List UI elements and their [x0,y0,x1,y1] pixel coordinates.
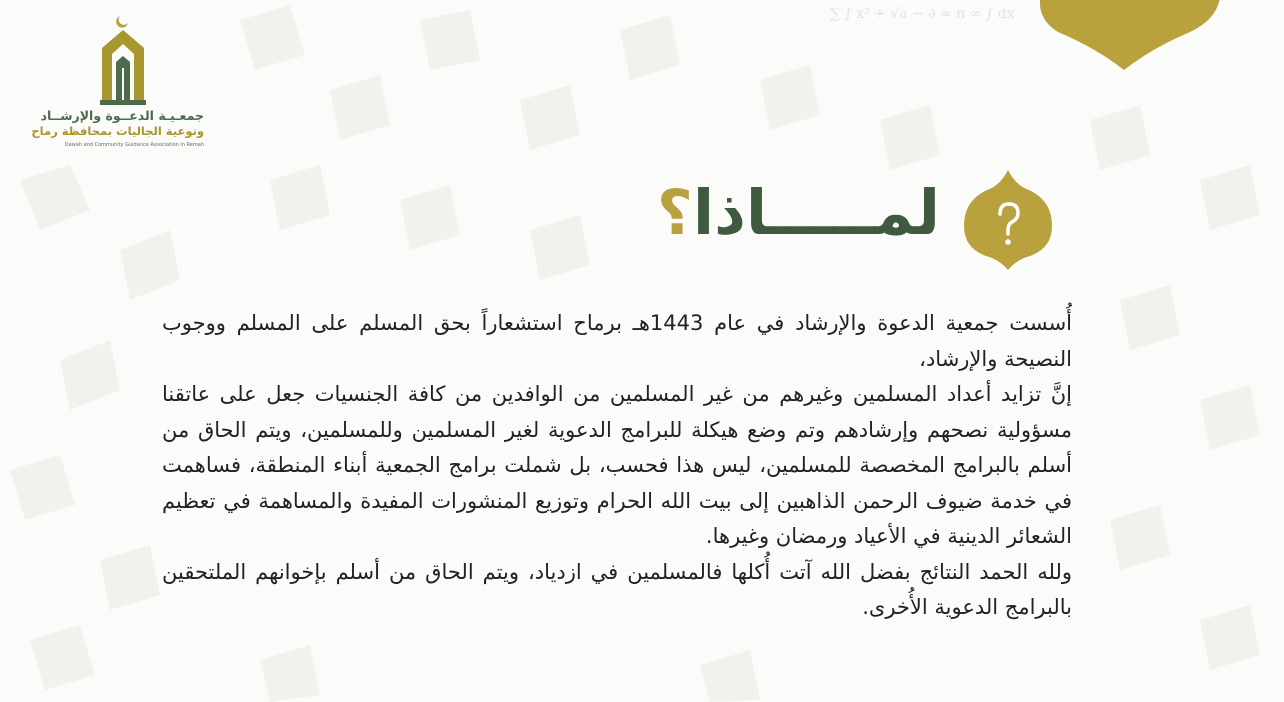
top-gold-ornament [1040,0,1220,72]
logo-emblem-icon [98,14,148,106]
title-question-mark: ؟ [656,176,693,249]
logo-name-line2: وتوعية الجاليات بمحافظة رماح [31,124,204,138]
logo-name-english: Dawah and Community Guidance Association in Remah [64,142,204,148]
paragraph-responsibility: إنَّ تزايد أعداد المسلمين وغيرهم من غير المسلمين من الوافدين من كافة الجنسيات جعل على عاتقنا مسؤولية نصحهم وإرشادهم وتم وضع هيكلة للبرامج الدعوية لغير المسلمين وللمسلمين، ويتم الحاق من أسلم بالبرامج المخصصة للمسلمين، ليس هذا فحسب، بل شملت برامج الجمعية أبناء المنطقة، فساهمت في خدمة ضيوف الرحمن الذاهبين إلى بيت الله الحرام وتوزيع المنشورات المفيدة والمساهمة في تعظيم الشعائر الدينية في الأعياد ورمضان وغيرها. [162,382,1072,548]
faint-math-decoration: ∑ ∫ x² + √a − ∂ ≈ π ∞ ∫ dx [830,6,1015,22]
association-logo [31,14,210,154]
logo-name-line1: جمعـيـة الدعــوة والإرشــاد [40,108,204,123]
page-title [640,176,940,249]
paragraph-founding: أُسست جمعية الدعوة والإرشاد في عام 1443هـ برماح استشعاراً بحق المسلم على المسلم ووجوب النصيحة والإرشاد، [162,311,1073,371]
article-body [162,306,1072,626]
title-word: لمـــــاذا [692,176,940,249]
question-mark-icon [958,168,1058,272]
paragraph-results: ولله الحمد النتائج بفضل الله آتت أُكلها فالمسلمين في ازدياد، ويتم الحاق من أسلم بإخوانهم الملتحقين بالبرامج الدعوية الأُخرى. [162,559,1072,619]
